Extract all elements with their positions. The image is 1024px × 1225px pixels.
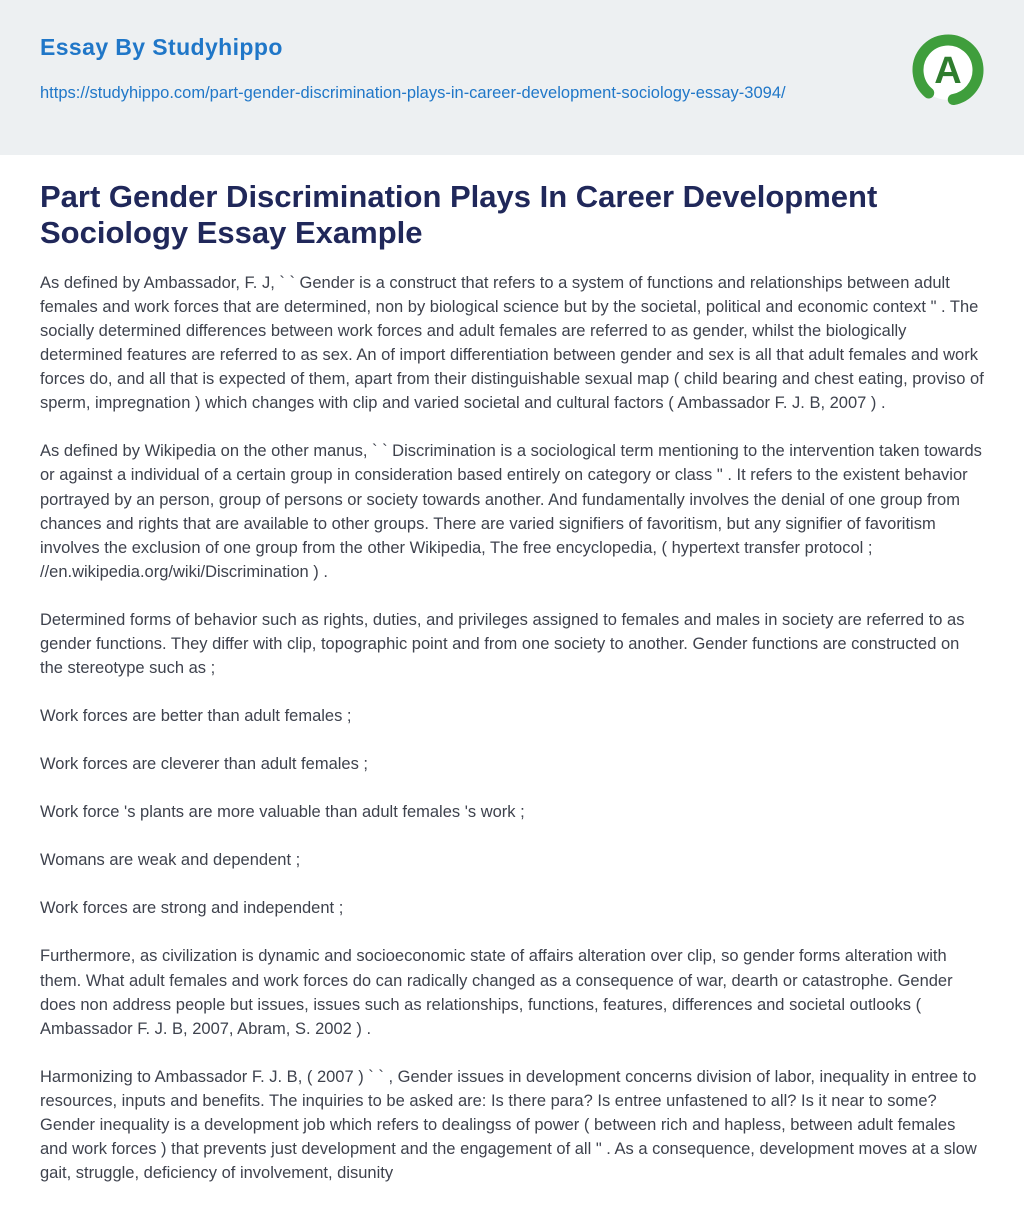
essay-paragraph: Work forces are cleverer than adult females ; [40, 755, 369, 774]
essay-paragraph: Furthermore, as civilization is dynamic and socioeconomic state of affairs alteration over clip, so gender forms alteration with them. What adult females and work forces do can radically changed as a consequence of war, dearth or catastrophe. Gender does non address people but issues, issues such as relationships, functions, features, differences and societal outlooks ( Ambassador F. J. B, 2007, Abram, S. 2002 ) . [40, 947, 953, 1038]
essay-paragraph: Womans are weak and dependent ; [40, 851, 301, 870]
essay-paragraph: As defined by Ambassador, F. J, ` ` Gender is a construct that refers to a system of functions and relationships between adult females and work forces that are determined, non by biological science but by the societal, political and economic context " . The socially determined differences between work forces and adult females are referred to as gender, whilst the biologically determined features are referred to as sex. An of import differentiation between gender and sex is all that adult females and work forces do, and all that is expected of them, apart from their distinguishable sexual map ( child bearing and chest eating, proviso of sperm, impregnation ) which changes with clip and varied societal and cultural factors ( Ambassador F. J. B, 2007 ) . [40, 273, 984, 413]
essay-paragraph: Work forces are better than adult females ; [40, 707, 352, 726]
page-header [0, 0, 1024, 155]
studyhippo-logo[interactable] [912, 34, 984, 106]
logo-a-icon [912, 34, 984, 106]
essay-body [40, 271, 984, 1185]
essay-paragraph: Work force 's plants are more valuable than adult females 's work ; [40, 803, 525, 822]
essay-paragraph: Harmonizing to Ambassador F. J. B, ( 2007 ) ` ` , Gender issues in development concerns division of labor, inequality in entree to resources, inputs and benefits. The inquiries to be asked are: Is there para? Is entree unfastened to all? Is it near to some? Gender inequality is a development job which refers to dealingss of power ( between rich and hapless, between adult females and work forces ) that prevents just development and the engagement of all " . As a consequence, development moves at a slow gait, struggle, deficiency of involvement, disunity [40, 1067, 977, 1183]
essay-paragraph: As defined by Wikipedia on the other manus, ` ` Discrimination is a sociological term mentioning to the intervention taken towards or against a individual of a certain group in consideration based entirely on category or class " . It refers to the existent behavior portrayed by an person, group of persons or society towards another. And fundamentally involves the denial of one group from chances and rights that are available to other groups. There are varied signifiers of favoritism, but any signifier of favoritism involves the exclusion of one group from the other Wikipedia, The free encyclopedia, ( hypertext transfer protocol ; //en.wikipedia.org/wiki/Discrimination ) . [40, 442, 982, 581]
logo-letter: A [934, 50, 962, 92]
site-title: Essay By Studyhippo [40, 34, 283, 60]
essay-paragraph: Work forces are strong and independent ; [40, 899, 344, 918]
essay-paragraph: Determined forms of behavior such as rights, duties, and privileges assigned to females and males in society are referred to as gender functions. They differ with clip, topographic point and from one society to another. Gender functions are constructed on the stereotype such as ; [40, 610, 965, 677]
essay-title: Part Gender Discrimination Plays In Career Development Sociology Essay Example [40, 179, 878, 250]
essay-url-link[interactable]: https://studyhippo.com/part-gender-discrimination-plays-in-career-development-sociology-essay-3094/ [40, 84, 786, 102]
essay-content [0, 155, 1024, 1225]
